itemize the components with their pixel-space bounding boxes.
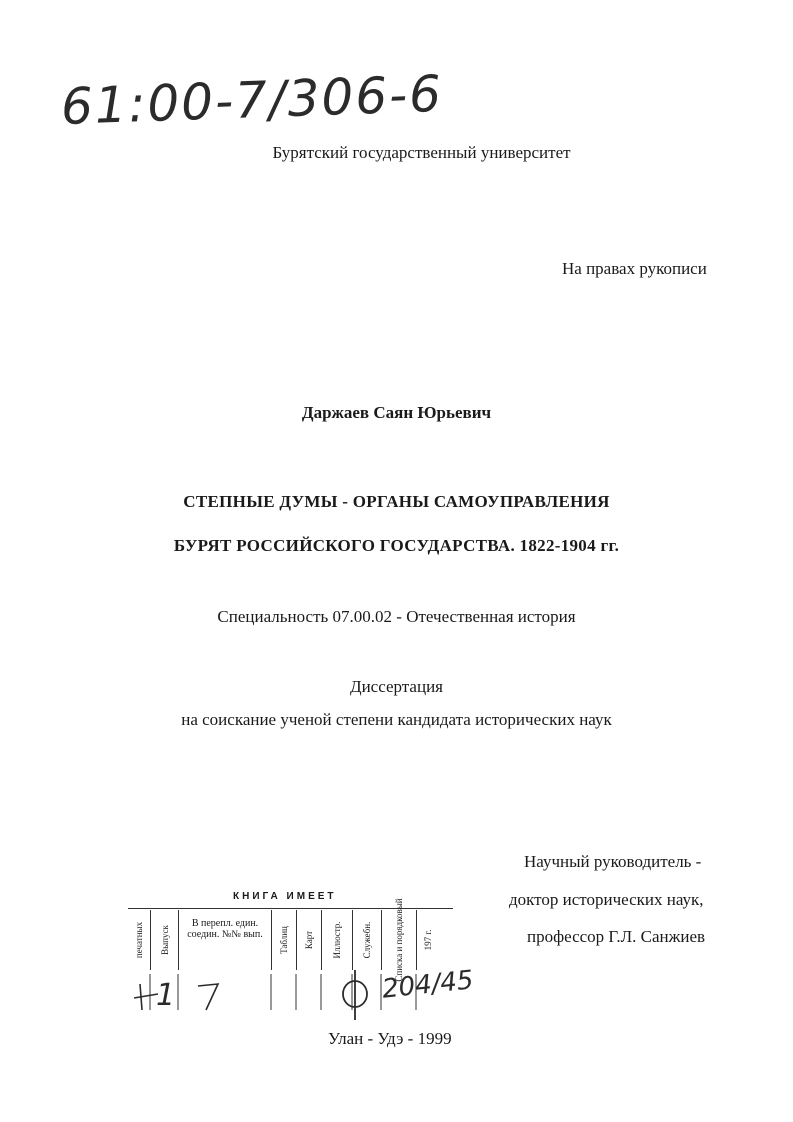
specialty-line: Специальность 07.00.02 - Отечественная история <box>217 607 576 626</box>
stamp-header-rule <box>128 908 453 909</box>
stamp-col-4: Таблиц <box>272 910 297 970</box>
stamp-col-8: Списка и порядковый <box>382 910 417 970</box>
supervisor-line-2: доктор исторических наук, <box>509 890 704 909</box>
document-type: Диссертация <box>349 677 443 696</box>
stamp-col-9: 197 г. <box>423 929 433 951</box>
stamp-col-7: Служебн. <box>353 910 382 970</box>
stamp-col-2: Выпуск <box>151 910 179 970</box>
supervisor-line-3: профессор Г.Л. Санжиев <box>527 927 706 946</box>
stamp-handwritten-number: 204/45 <box>380 965 475 1005</box>
supervisor-line-1: Научный руководитель - <box>524 852 702 871</box>
university-name: Бурятский государственный университет <box>272 143 571 162</box>
stamp-col-6: Иллюстр. <box>322 910 353 970</box>
stamp-handwritten-phi-icon <box>333 968 383 1023</box>
library-stamp <box>128 888 475 1020</box>
stamp-handwritten-mark-icon <box>128 976 238 1016</box>
dissertation-title-line-1: СТЕПНЫЕ ДУМЫ - ОРГАНЫ САМОУПРАВЛЕНИЯ <box>183 492 610 511</box>
stamp-col-5: Карт <box>297 910 322 970</box>
author-name: Даржаев Саян Юрьевич <box>301 403 492 422</box>
stamp-title: КНИГА ИМЕЕТ <box>233 891 337 902</box>
stamp-table <box>128 898 458 982</box>
stamp-col-3: В перепл. един. соедин. №№ вып. <box>179 910 272 970</box>
degree-line: на соискание ученой степени кандидата исторических наук <box>181 710 612 729</box>
manuscript-rights-note: На правах рукописи <box>562 259 707 278</box>
stamp-col-1: печатных <box>128 910 151 970</box>
stamp-handwritten-issue: 1 <box>156 978 176 1013</box>
dissertation-title-line-2: БУРЯТ РОССИЙСКОГО ГОСУДАРСТВА. 1822-1904 гг. <box>173 536 620 555</box>
handwritten-archive-code: 61:00-7/306-6 <box>60 64 444 136</box>
place-and-year: Улан - Удэ - 1999 <box>328 1029 452 1048</box>
